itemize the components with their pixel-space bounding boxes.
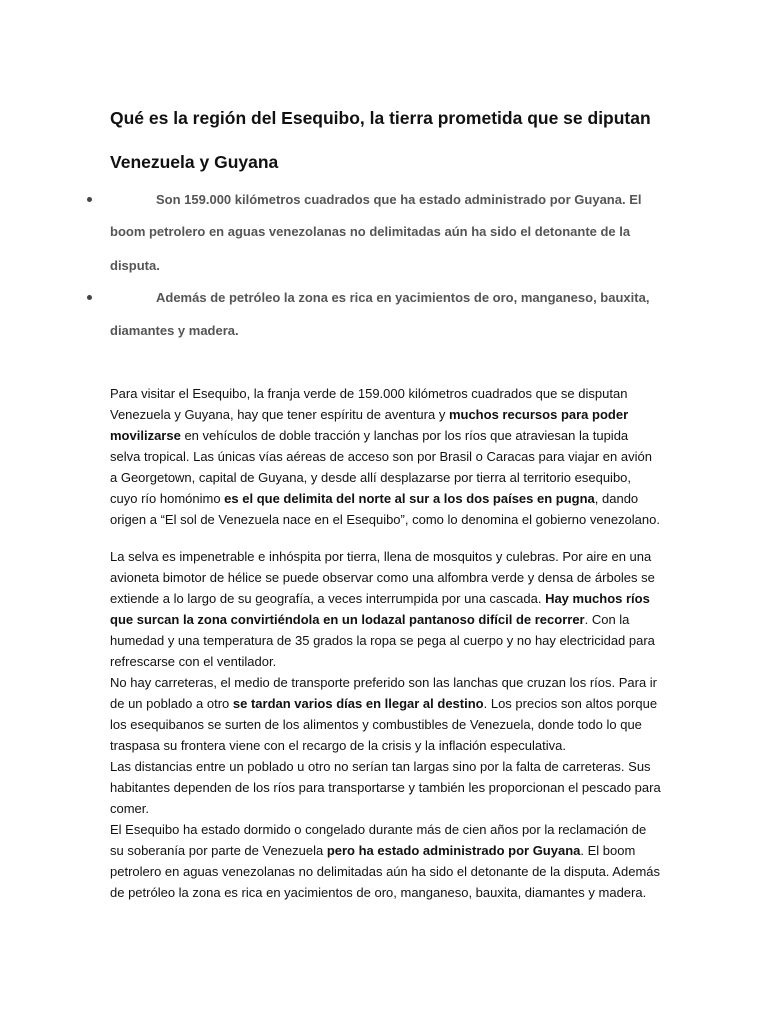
bullet-2-line-2: diamantes y madera.: [110, 323, 239, 338]
paragraph-5-text-b: . El boom petrolero en aguas venezolanas no delimitadas aún ha sido el detonante de la disputa. Además de petróleo la zona es rica en yacimientos de oro, manganeso, bauxita, diamantes y madera.: [110, 843, 660, 900]
paragraph-2: [110, 546, 662, 672]
article-title-line-2: Venezuela y Guyana: [110, 152, 279, 172]
paragraph-5: [110, 819, 662, 903]
bullet-1-line-3: disputa.: [110, 258, 160, 273]
bullet-1-line-1: Son 159.000 kilómetros cuadrados que ha estado administrado por Guyana. El: [156, 192, 642, 207]
paragraph-3: [110, 672, 662, 756]
paragraph-5-bold: pero ha estado administrado por Guyana: [326, 843, 581, 858]
bullet-2-line-1: Además de petróleo la zona es rica en yacimientos de oro, manganeso, bauxita,: [156, 290, 650, 305]
article-title-line-1: Qué es la región del Esequibo, la tierra prometida que se diputan: [110, 108, 651, 128]
article-body-continued: [110, 546, 662, 903]
paragraph-2-bold: Hay muchos ríos que surcan la zona convirtiéndola en un lodazal pantanoso difícil de recorrer: [110, 591, 650, 627]
paragraph-1-text-a: Para visitar el Esequibo, la franja verde de 159.000 kilómetros cuadrados que se disputan Venezuela y Guyana, hay que tener espíritu de aventura y: [110, 386, 628, 422]
paragraph-3-text-a: No hay carreteras, el medio de transporte preferido son las lanchas que cruzan los ríos. Para ir de un poblado a otro: [110, 675, 657, 711]
paragraph-1: [110, 383, 662, 530]
bullet-dot-2: [87, 295, 92, 300]
paragraph-1-bold-a: muchos recursos para poder movilizarse: [110, 407, 629, 443]
paragraph-2-text-a: La selva es impenetrable e inhóspita por tierra, llena de mosquitos y culebras. Por aire en una avioneta bimotor de hélice se puede observar como una alfombra verde y densa de árboles se extiende a lo largo de su geografía, a veces interrumpida por una cascada.: [110, 549, 655, 606]
paragraph-3-bold: se tardan varios días en llegar al destino: [232, 696, 484, 711]
paragraph-3-text-b: . Los precios son altos porque los esequibanos se surten de los alimentos y combustibles de Venezuela, donde todo lo que traspasa su frontera viene con el recargo de la crisis y la inflación especulativa.: [110, 696, 658, 753]
paragraph-1-text-b: en vehículos de doble tracción y lanchas por los ríos que atraviesan la tupida selva tropical. Las únicas vías aéreas de acceso son por Brasil o Caracas para viajar en avión a Georgetown, capital de Guyana, y desde allí desplazarse por tierra al territorio esequibo, cuyo río homónimo: [110, 428, 652, 506]
paragraph-1-text-c: , dando origen a “El sol de Venezuela nace en el Esequibo”, como lo denomina el gobierno venezolano.: [110, 491, 660, 527]
bullet-1-line-2: boom petrolero en aguas venezolanas no delimitadas aún ha sido el detonante de la: [110, 224, 631, 239]
paragraph-5-text-a: El Esequibo ha estado dormido o congelado durante más de cien años por la reclamación de su soberanía por parte de Venezuela: [110, 822, 647, 858]
paragraph-4: Las distancias entre un poblado u otro no serían tan largas sino por la falta de carreteras. Sus habitantes dependen de los ríos para transportarse y también les proporcionan el pescado para comer.: [110, 759, 661, 816]
bullet-dot-1: [87, 197, 92, 202]
paragraph-2-text-b: . Con la humedad y una temperatura de 35 grados la ropa se pega al cuerpo y no hay electricidad para refrescarse con el ventilador.: [110, 612, 655, 669]
paragraph-1-bold-b: es el que delimita del norte al sur a los dos países en pugna: [224, 491, 595, 506]
